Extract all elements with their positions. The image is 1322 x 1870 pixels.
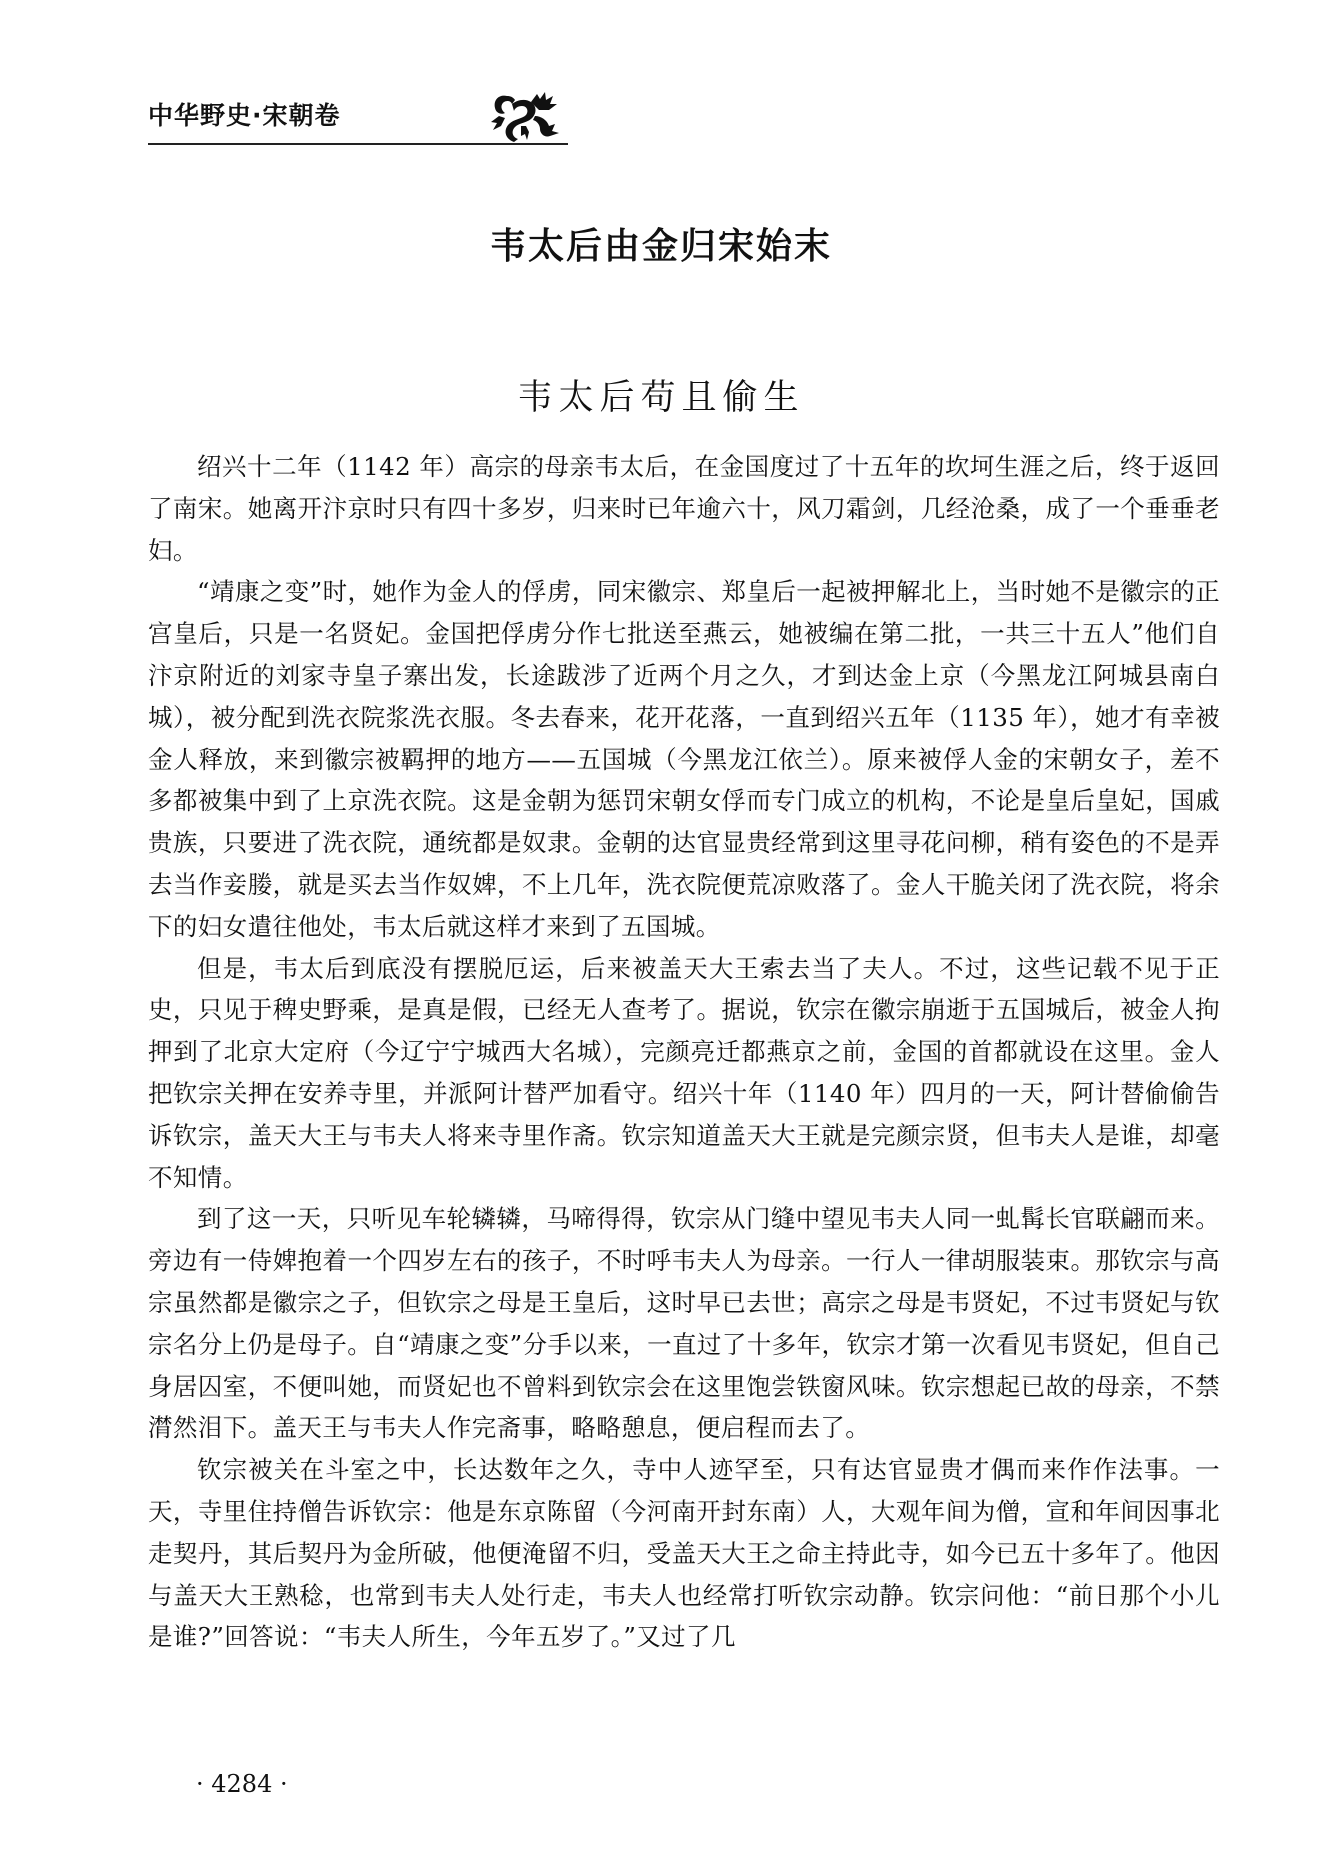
paragraph: 钦宗被关在斗室之中，长达数年之久，寺中人迹罕至，只有达官显贵才偶而来作作法事。一天，寺里住持僧告诉钦宗：他是东京陈留（今河南开封东南）人，大观年间为僧，宣和年间因事北走契丹，其后契丹为金所破，他便淹留不归，受盖天大王之命主持此寺，如今已五十多年了。他因与盖天大王熟稔，也常到韦夫人处行走，韦夫人也经常打听钦宗动静。钦宗问他：“前日那个小儿是谁?”回答说：“韦夫人所生，今年五岁了。”又过了几	[148, 1455, 1220, 1652]
paragraph: 到了这一天，只听见车轮辚辚，马啼得得，钦宗从门缝中望见韦夫人同一虬髯长官联翩而来。旁边有一侍婢抱着一个四岁左右的孩子，不时呼韦夫人为母亲。一行人一律胡服装束。那钦宗与高宗虽然都是徽宗之子，但钦宗之母是王皇后，这时早已去世；高宗之母是韦贤妃，不过韦贤妃与钦宗名分上仍是母子。自“靖康之变”分手以来，一直过了十多年，钦宗才第一次看见韦贤妃，但自己身居囚室，不便叫她，而贤妃也不曾料到钦宗会在这里饱尝铁窗风味。钦宗想起已故的母亲，不禁潸然泪下。盖天王与韦夫人作完斋事，略略憩息，便启程而去了。	[148, 1204, 1220, 1443]
paragraph: “靖康之变”时，她作为金人的俘虏，同宋徽宗、郑皇后一起被押解北上，当时她不是徽宗的正宫皇后，只是一名贤妃。金国把俘虏分作七批送至燕云，她被编在第二批，一共三十五人”他们自汴京附近的刘家寺皇子寨出发，长途跋涉了近两个月之久，才到达金上京（今黑龙江阿城县南白城），被分配到洗衣院浆洗衣服。冬去春来，花开花落，一直到绍兴五年（1135 年），她才有幸被金人释放，来到徽宗被羁押的地方——五国城（今黑龙江依兰）。原来被俘人金的宋朝女子，差不多都被集中到了上京洗衣院。这是金朝为惩罚宋朝女俘而专门成立的机构，不论是皇后皇妃，国戚贵族，只要进了洗衣院，通统都是奴隶。金朝的达官显贵经常到这里寻花问柳，稍有姿色的不是弄去当作妾媵，就是买去当作奴婢，不上几年，洗衣院便荒凉败落了。金人干脆关闭了洗衣院，将余下的妇女遣往他处，韦太后就这样才来到了五国城。	[148, 577, 1220, 941]
article-title: 韦太后由金归宋始末	[489, 226, 832, 267]
paragraph: 但是，韦太后到底没有摆脱厄运，后来被盖天大王索去当了夫人。不过，这些记载不见于正史，只见于稗史野乘，是真是假，已经无人查考了。据说，钦宗在徽宗崩逝于五国城后，被金人拘押到了北京大定府（今辽宁宁城西大名城），完颜亮迁都燕京之前，金国的首都就设在这里。金人把钦宗关押在安养寺里，并派阿计替严加看守。绍兴十年（1140 年）四月的一天，阿计替偷偷告诉钦宗，盖天大王与韦夫人将来寺里作斋。钦宗知道盖天大王就是完颜宗贤，但韦夫人是谁，却毫不知情。	[148, 953, 1220, 1192]
running-header: 中华野史·宋朝卷	[148, 101, 341, 130]
paragraph: 绍兴十二年（1142 年）高宗的母亲韦太后，在金国度过了十五年的坎坷生涯之后，终于返回了南宋。她离开汴京时只有四十多岁，归来时已年逾六十，风刀霜剑，几经沧桑，成了一个垂垂老妇。	[148, 452, 1220, 565]
article-body	[148, 446, 1220, 1658]
page-number: · 4284 ·	[196, 1770, 288, 1798]
dragon-icon	[485, 86, 565, 144]
section-heading: 韦太后苟且偷生	[517, 378, 805, 418]
